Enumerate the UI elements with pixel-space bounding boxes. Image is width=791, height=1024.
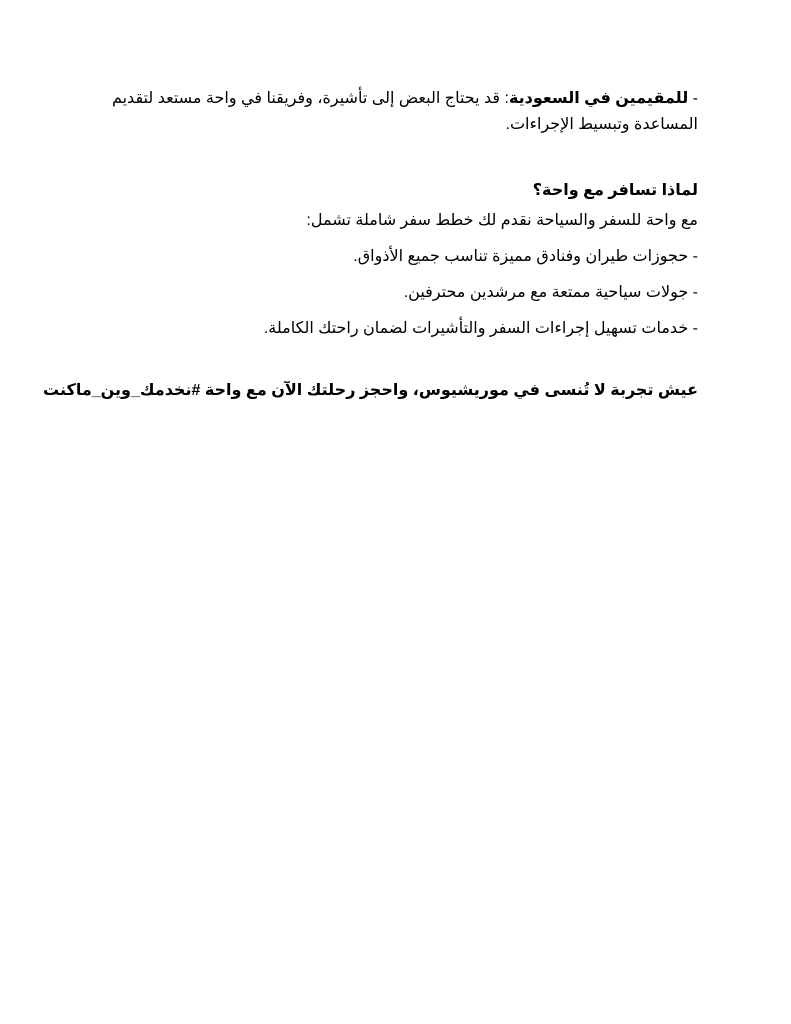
document-content xyxy=(43,86,698,404)
list-item: - حجوزات طيران وفنادق مميزة تناسب جميع الأذواق. xyxy=(353,248,698,265)
section-lead: مع واحة للسفر والسياحة نقدم لك خطط سفر شاملة تشمل: xyxy=(306,212,698,229)
intro-bold-label: للمقيمين في السعودية xyxy=(508,90,689,107)
intro-prefix: - xyxy=(688,90,698,107)
list-item: - خدمات تسهيل إجراءات السفر والتأشيرات لضمان راحتك الكاملة. xyxy=(263,320,698,337)
closing-line: عيش تجربة لا تُنسى في موريشيوس، واحجز رحلتك الآن مع واحة #نخدمك_وين_ماكنت xyxy=(43,382,698,399)
intro-paragraph xyxy=(100,86,698,138)
intro-text: : قد يحتاج البعض إلى تأشيرة، وفريقنا في واحة مستعد لتقديم المساعدة وتبسيط الإجراءات. xyxy=(111,90,698,133)
list-item: - جولات سياحية ممتعة مع مرشدين محترفين. xyxy=(403,284,698,301)
section-heading: لماذا تسافر مع واحة؟ xyxy=(532,182,698,199)
